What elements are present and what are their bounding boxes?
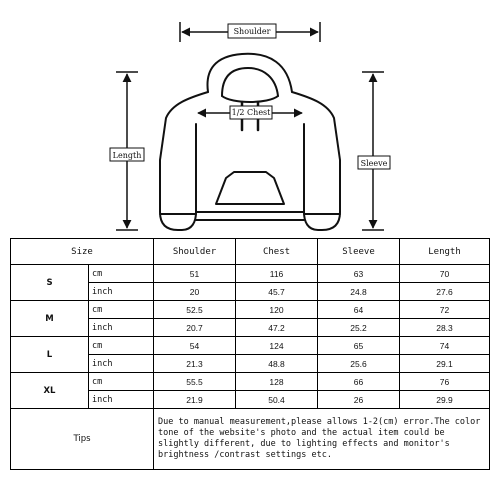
sleeve-label: Sleeve (360, 159, 388, 168)
table-row (11, 301, 490, 319)
table-row (11, 373, 490, 391)
tips-label: Tips (11, 409, 154, 470)
shoulder-value: 51 (154, 265, 236, 283)
length-value: 28.3 (400, 319, 490, 337)
unit-inch: inch (89, 283, 154, 301)
chest-value: 128 (236, 373, 318, 391)
unit-cm: cm (89, 373, 154, 391)
length-value: 72 (400, 301, 490, 319)
chest-value: 120 (236, 301, 318, 319)
shoulder-value: 20 (154, 283, 236, 301)
length-value: 27.6 (400, 283, 490, 301)
chest-label: 1/2 Chest (231, 108, 271, 117)
header-size: Size (11, 239, 154, 265)
length-value: 74 (400, 337, 490, 355)
shoulder-value: 21.9 (154, 391, 236, 409)
shoulder-value: 54 (154, 337, 236, 355)
length-value: 29.9 (400, 391, 490, 409)
length-value: 29.1 (400, 355, 490, 373)
header-sleeve: Sleeve (318, 239, 400, 265)
sleeve-value: 24.8 (318, 283, 400, 301)
header-shoulder: Shoulder (154, 239, 236, 265)
chest-value: 116 (236, 265, 318, 283)
header-chest: Chest (236, 239, 318, 265)
shoulder-value: 20.7 (154, 319, 236, 337)
unit-cm: cm (89, 337, 154, 355)
shoulder-value: 21.3 (154, 355, 236, 373)
sleeve-value: 64 (318, 301, 400, 319)
table-row (11, 265, 490, 283)
sleeve-value: 26 (318, 391, 400, 409)
table-row (11, 337, 490, 355)
tips-text: Due to manual measurement,please allows 1-2(cm) error.The color tone of the website's photo and the actual item could be slightly different, due to lighting effects and monitor's brightness /contrast settings etc. (154, 409, 490, 470)
unit-inch: inch (89, 319, 154, 337)
chest-value: 124 (236, 337, 318, 355)
sleeve-value: 66 (318, 373, 400, 391)
size-label: M (11, 301, 89, 337)
chest-value: 48.8 (236, 355, 318, 373)
hoodie-size-diagram (0, 0, 500, 238)
unit-inch: inch (89, 391, 154, 409)
sleeve-value: 25.2 (318, 319, 400, 337)
shoulder-label: Shoulder (233, 27, 271, 36)
chest-value: 45.7 (236, 283, 318, 301)
length-value: 76 (400, 373, 490, 391)
sleeve-value: 65 (318, 337, 400, 355)
table-header-row (11, 239, 490, 265)
unit-inch: inch (89, 355, 154, 373)
size-label: XL (11, 373, 89, 409)
chest-value: 47.2 (236, 319, 318, 337)
size-label: S (11, 265, 89, 301)
chest-value: 50.4 (236, 391, 318, 409)
shoulder-value: 55.5 (154, 373, 236, 391)
sleeve-value: 25.6 (318, 355, 400, 373)
size-label: L (11, 337, 89, 373)
header-length: Length (400, 239, 490, 265)
size-chart-table (10, 238, 490, 470)
sleeve-measure (362, 72, 384, 230)
length-value: 70 (400, 265, 490, 283)
sleeve-value: 63 (318, 265, 400, 283)
unit-cm: cm (89, 265, 154, 283)
hoodie-outline (160, 54, 340, 230)
length-label: Length (112, 151, 142, 160)
unit-cm: cm (89, 301, 154, 319)
shoulder-value: 52.5 (154, 301, 236, 319)
tips-row (11, 409, 490, 470)
